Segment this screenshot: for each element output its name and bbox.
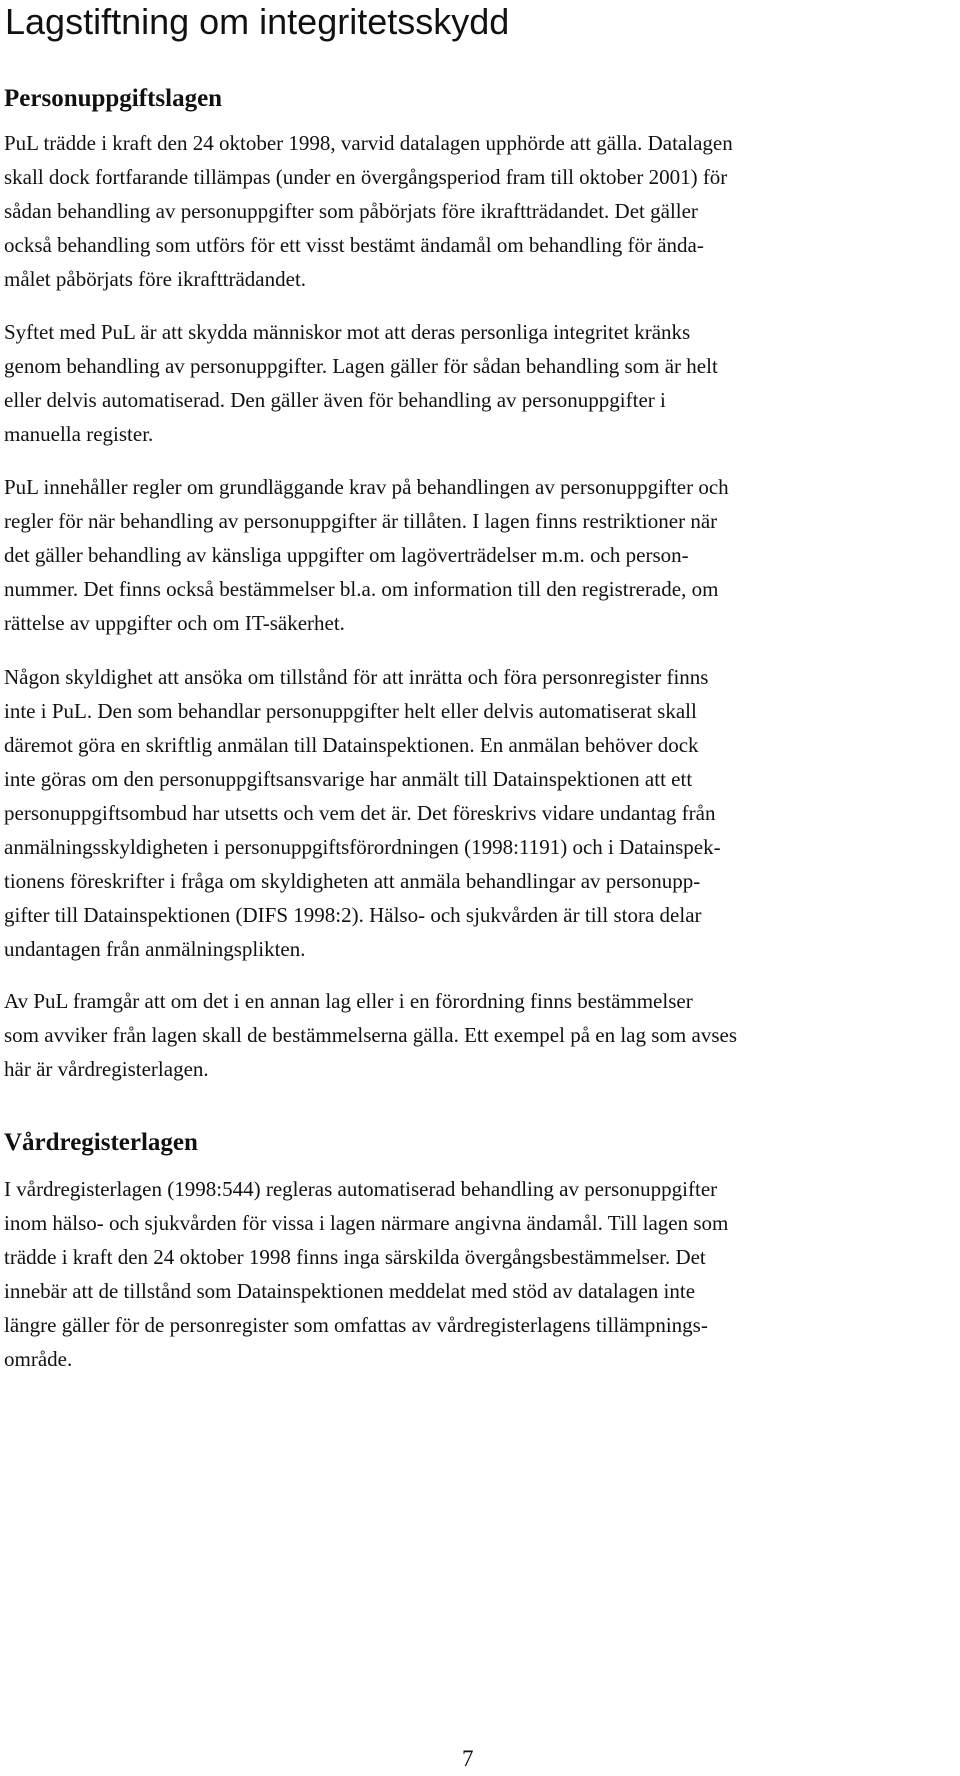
text-line: trädde i kraft den 24 oktober 1998 finns inga särskilda övergångsbestämmelser. Det <box>4 1245 706 1269</box>
text-line: regler för när behandling av personuppgifter är tillåten. I lagen finns restriktioner när <box>4 509 718 533</box>
page-title: Lagstiftning om integritetsskydd <box>5 1 510 42</box>
text-line: Syftet med PuL är att skydda människor mot att deras personliga integritet kränks <box>4 320 691 344</box>
text-line: sådan behandling av personuppgifter som påbörjats före ikraftträdandet. Det gäller <box>4 199 698 223</box>
text-line: nummer. Det finns också bestämmelser bl.a. om information till den registrerade, om <box>4 577 719 601</box>
page-number: 7 <box>462 1746 474 1771</box>
text-line: personuppgiftsombud har utsetts och vem det är. Det föreskrivs vidare undantag från <box>4 801 716 825</box>
text-line: målet påbörjats före ikraftträdandet. <box>4 267 307 291</box>
text-line: rättelse av uppgifter och om IT-säkerhet. <box>4 611 345 635</box>
section-heading-vardregisterlagen: Vårdregisterlagen <box>4 1129 198 1156</box>
text-line: I vårdregisterlagen (1998:544) regleras automatiserad behandling av personuppgifter <box>4 1177 718 1201</box>
text-line: inom hälso- och sjukvården för vissa i lagen närmare angivna ändamål. Till lagen som <box>4 1211 729 1235</box>
text-line: PuL innehåller regler om grundläggande krav på behandlingen av personuppgifter och <box>4 475 729 499</box>
text-line: längre gäller för de personregister som omfattas av vårdregisterlagens tillämpnings- <box>4 1313 708 1337</box>
text-line: också behandling som utförs för ett visst bestämt ändamål om behandling för ända- <box>4 233 704 257</box>
text-line: Någon skyldighet att ansöka om tillstånd för att inrätta och föra personregister finns <box>4 665 709 689</box>
paragraph-pul-regler <box>4 470 942 640</box>
text-line: inte göras om den personuppgiftsansvarige har anmält till Datainspektionen att ett <box>4 767 693 791</box>
text-line: område. <box>4 1347 73 1371</box>
text-line: innebär att de tillstånd som Datainspektionen meddelat med stöd av datalagen inte <box>4 1279 696 1303</box>
text-line: däremot göra en skriftlig anmälan till Datainspektionen. En anmälan behöver dock <box>4 733 699 757</box>
paragraph-pul-anmalan <box>4 660 942 966</box>
text-line: Av PuL framgår att om det i en annan lag eller i en förordning finns bestämmelser <box>4 989 693 1013</box>
text-line: manuella register. <box>4 422 154 446</box>
text-line: gifter till Datainspektionen (DIFS 1998:2). Hälso- och sjukvården är till stora delar <box>4 903 702 927</box>
text-line: undantagen från anmälningsplikten. <box>4 937 306 961</box>
text-line: inte i PuL. Den som behandlar personuppgifter helt eller delvis automatiserat skall <box>4 699 697 723</box>
text-line: PuL trädde i kraft den 24 oktober 1998, varvid datalagen upphörde att gälla. Datalagen <box>4 131 733 155</box>
text-line: anmälningsskyldigheten i personuppgiftsförordningen (1998:1191) och i Datainspek- <box>4 835 721 859</box>
text-line: tionens föreskrifter i fråga om skyldigheten att anmäla behandlingar av personupp- <box>4 869 701 893</box>
text-line: skall dock fortfarande tillämpas (under en övergångsperiod fram till oktober 2001) för <box>4 165 728 189</box>
text-line: här är vårdregisterlagen. <box>4 1057 209 1081</box>
text-line: som avviker från lagen skall de bestämmelserna gälla. Ett exempel på en lag som avses <box>4 1023 738 1047</box>
paragraph-pul-syfte <box>4 315 942 451</box>
paragraph-pul-ikrafttradande <box>4 126 942 296</box>
section-heading-personuppgiftslagen: Personuppgiftslagen <box>4 85 223 112</box>
paragraph-vardregisterlagen <box>4 1172 942 1376</box>
text-line: eller delvis automatiserad. Den gäller även för behandling av personuppgifter i <box>4 388 666 412</box>
text-line: genom behandling av personuppgifter. Lagen gäller för sådan behandling som är helt <box>4 354 718 378</box>
text-line: det gäller behandling av känsliga uppgifter om lagöverträdelser m.m. och person- <box>4 543 689 567</box>
paragraph-pul-annan-lag <box>4 984 942 1086</box>
